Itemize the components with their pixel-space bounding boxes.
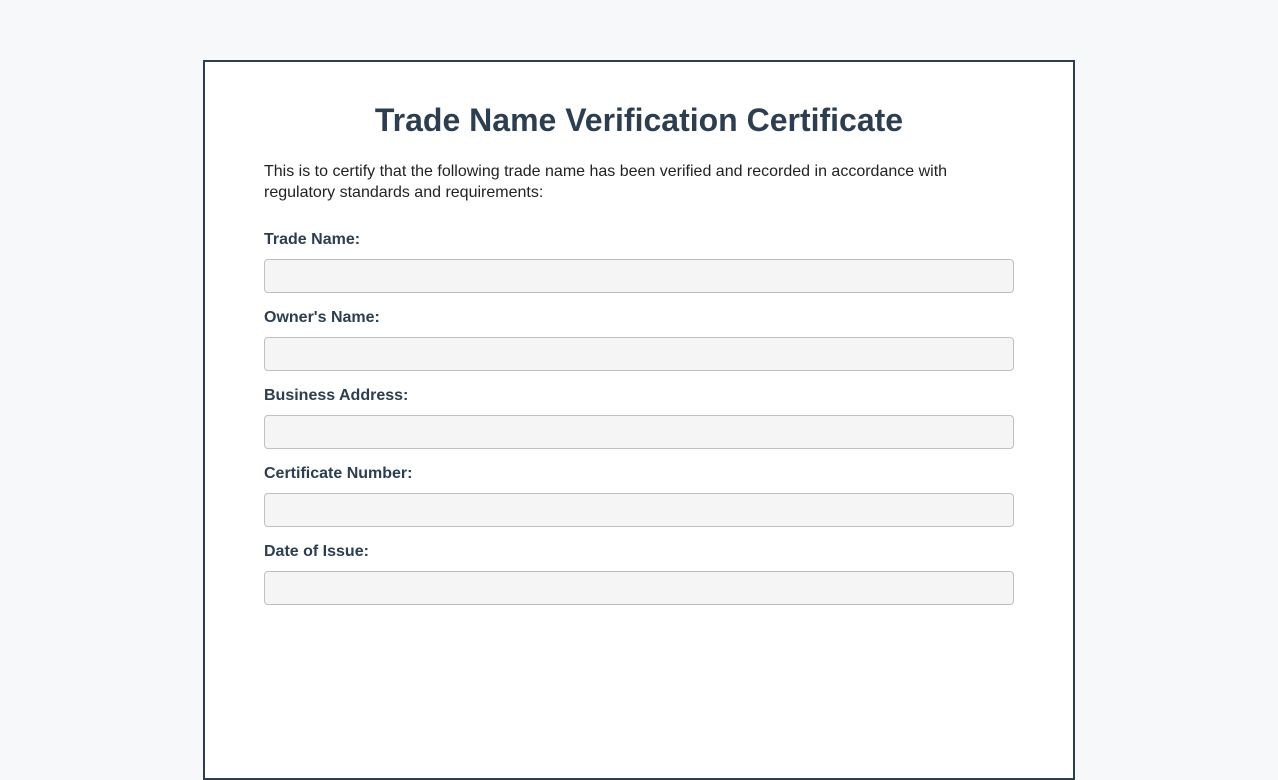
business-address-input[interactable] (264, 415, 1014, 449)
field-group-trade-name (264, 229, 1014, 293)
certificate-number-label: Certificate Number: (264, 464, 413, 482)
page-title: Trade Name Verification Certificate (374, 102, 904, 138)
trade-name-input[interactable] (264, 259, 1014, 293)
date-of-issue-input[interactable] (264, 571, 1014, 605)
owners-name-label: Owner's Name: (264, 308, 380, 326)
business-address-label: Business Address: (264, 386, 409, 404)
owners-name-input[interactable] (264, 337, 1014, 371)
certificate-card (203, 60, 1075, 780)
field-group-owners-name (264, 307, 1014, 371)
certificate-number-input[interactable] (264, 493, 1014, 527)
trade-name-label: Trade Name: (264, 230, 361, 248)
date-of-issue-label: Date of Issue: (264, 542, 369, 560)
field-group-certificate-number (264, 463, 1014, 527)
certificate-description: This is to certify that the following trade name has been verified and recorded in accordance with regulatory standards and requirements: (264, 162, 948, 201)
field-group-date-of-issue (264, 541, 1014, 605)
certificate-form (264, 229, 1014, 605)
field-group-business-address (264, 385, 1014, 449)
